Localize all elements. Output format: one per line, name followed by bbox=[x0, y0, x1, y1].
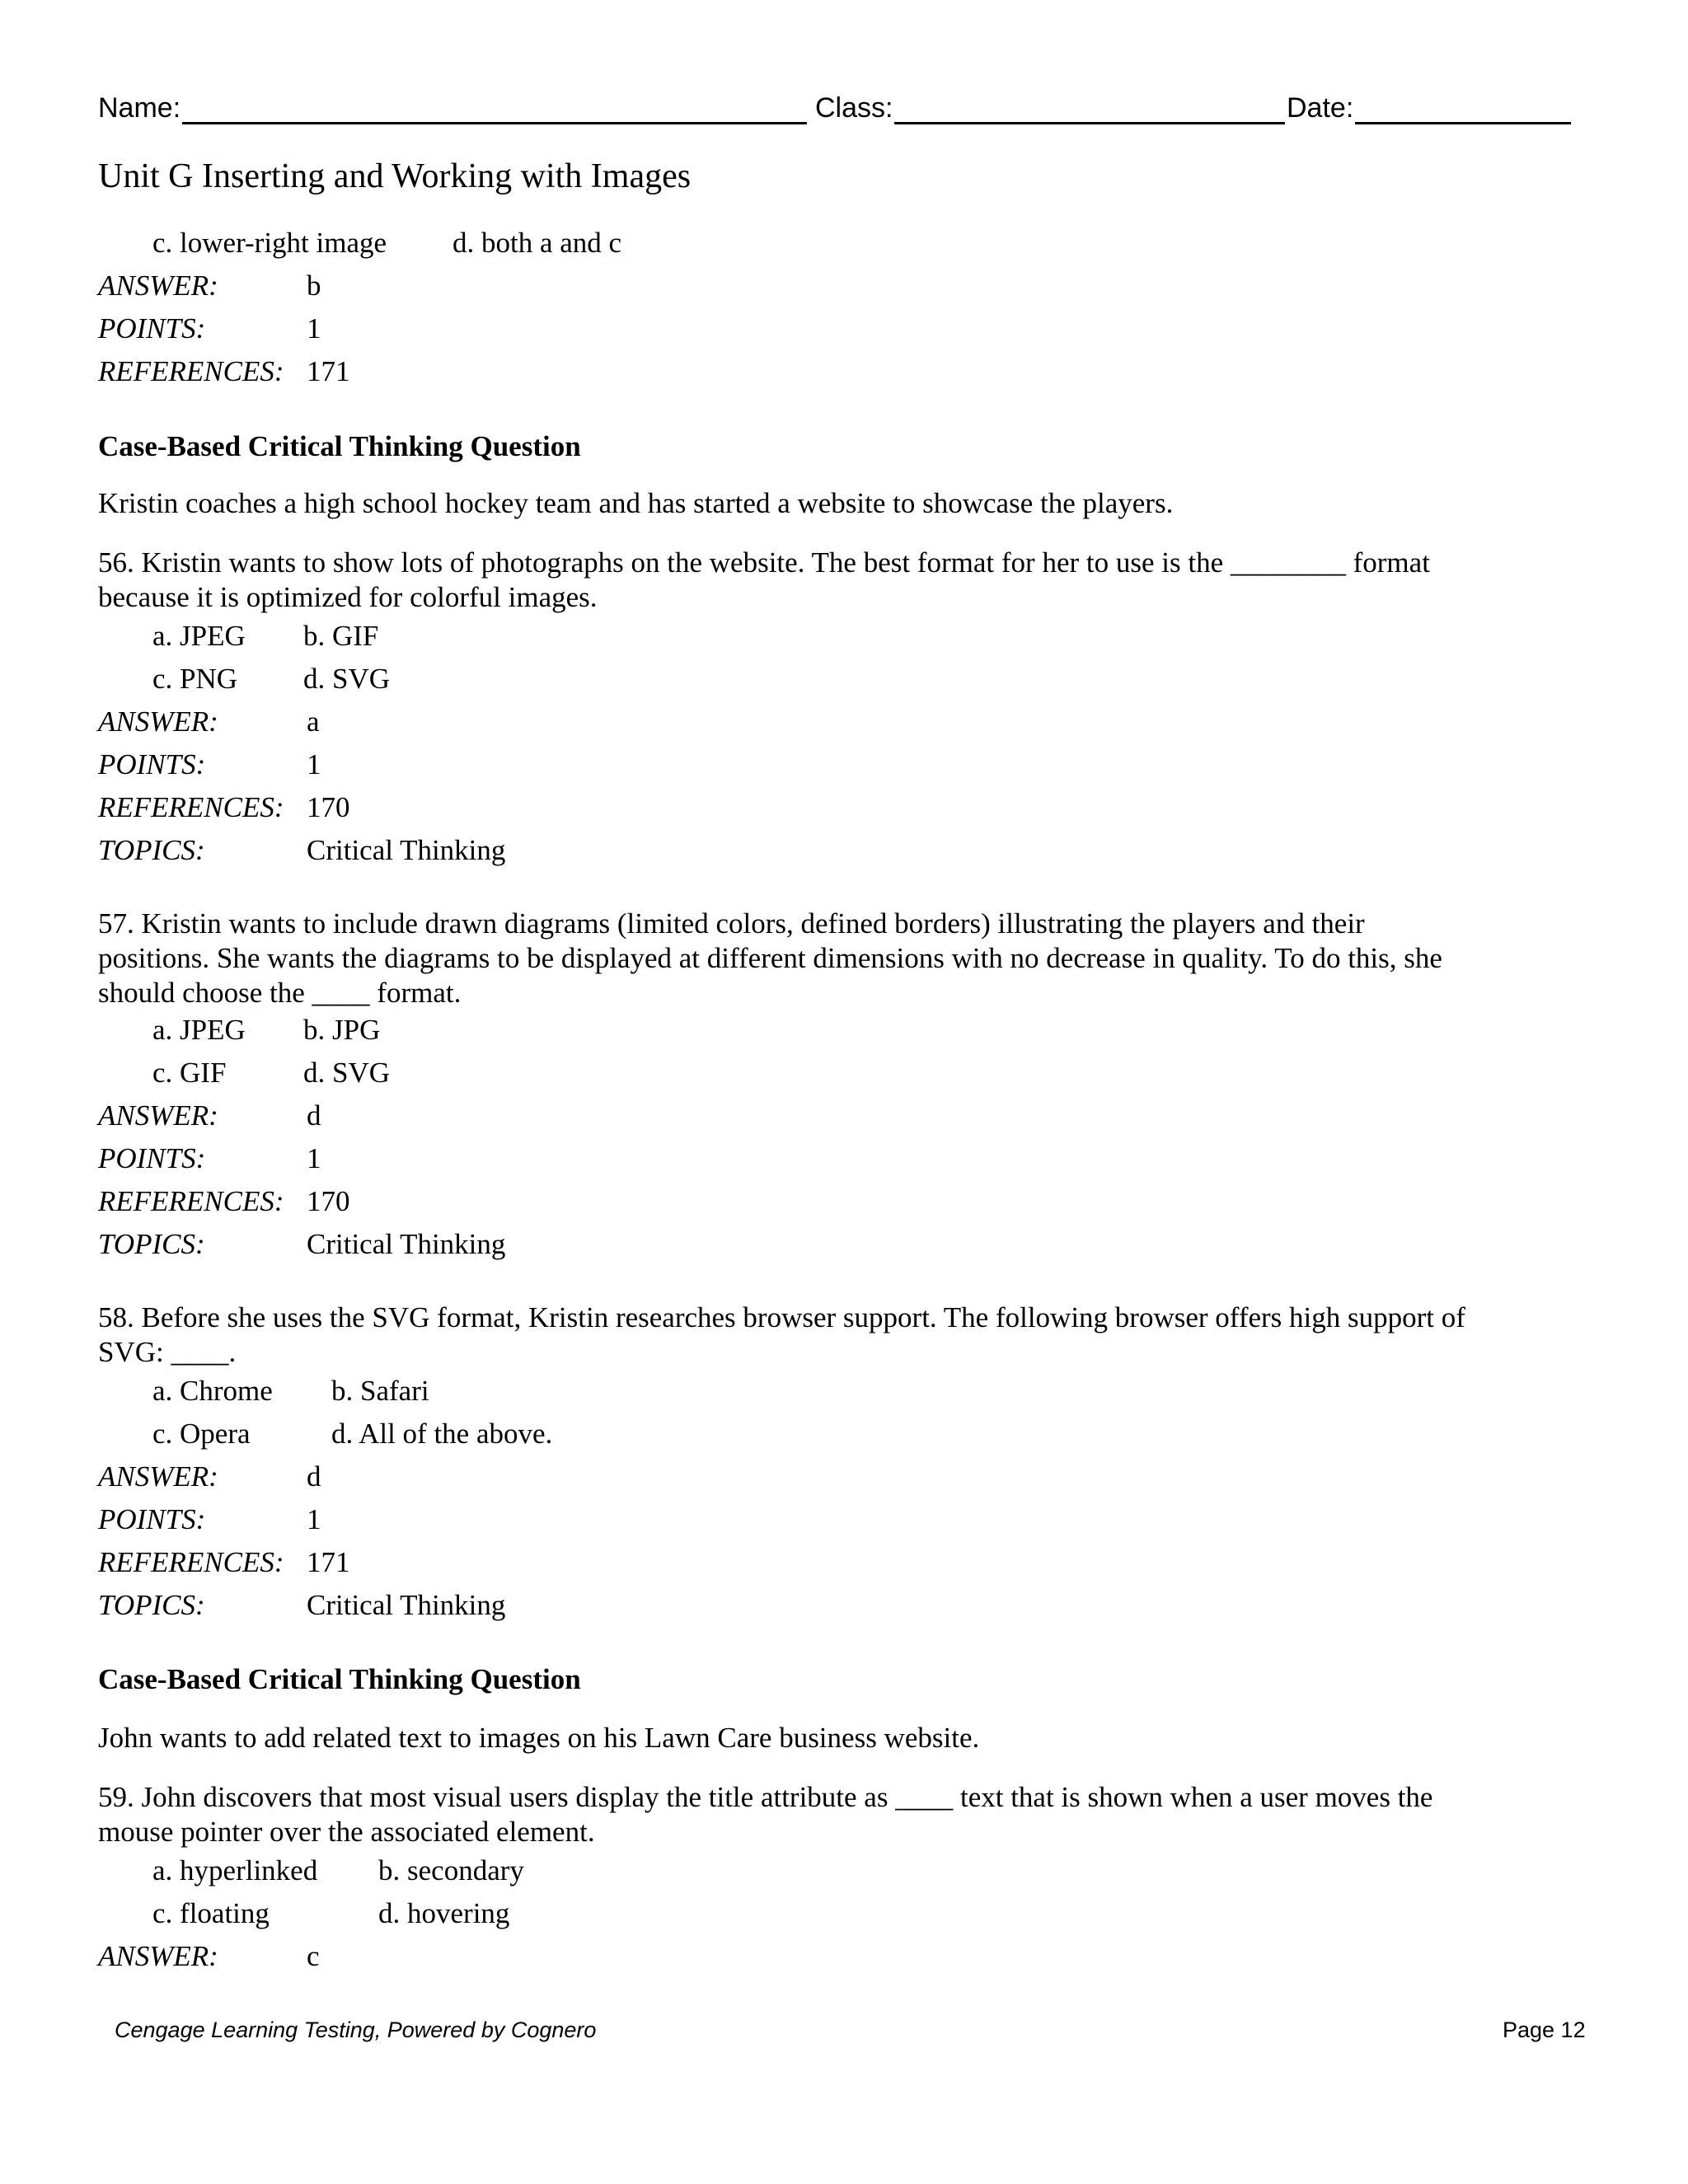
question-text-line: SVG: ____. bbox=[98, 1336, 237, 1368]
references-label: REFERENCES: bbox=[98, 1185, 284, 1217]
option-d: d. SVG bbox=[303, 663, 391, 695]
question-text-line: because it is optimized for colorful images. bbox=[98, 581, 598, 613]
references-value: 170 bbox=[307, 1185, 350, 1217]
class-label: Class: bbox=[815, 92, 893, 124]
answer-label: ANSWER: bbox=[98, 1460, 218, 1493]
answer-label: ANSWER: bbox=[98, 1940, 218, 1972]
class-field bbox=[815, 92, 1285, 124]
references-value: 170 bbox=[307, 791, 350, 823]
question-text-line: 56. Kristin wants to show lots of photographs on the website. The best format for her to use is the ________ format bbox=[98, 546, 1430, 579]
option-d: d. SVG bbox=[303, 1057, 391, 1089]
answer-label: ANSWER: bbox=[98, 705, 218, 738]
case-heading: Case-Based Critical Thinking Question bbox=[98, 430, 581, 462]
date-label: Date: bbox=[1287, 92, 1354, 124]
option-c: c. PNG bbox=[152, 663, 238, 695]
points-label: POINTS: bbox=[98, 312, 206, 344]
answer-label: ANSWER: bbox=[98, 269, 218, 302]
references-label: REFERENCES: bbox=[98, 355, 284, 387]
footer-credit: Cengage Learning Testing, Powered by Cognero bbox=[115, 2018, 597, 2042]
references-value: 171 bbox=[307, 1546, 350, 1578]
class-blank-line bbox=[894, 92, 1285, 124]
case-intro: John wants to add related text to images on his Lawn Care business website. bbox=[98, 1722, 980, 1754]
option-a: a. JPEG bbox=[152, 620, 246, 652]
case-intro: Kristin coaches a high school hockey team and has started a website to showcase the players. bbox=[98, 487, 1174, 519]
question-text-line: 58. Before she uses the SVG format, Kristin researches browser support. The following browser offers high support of bbox=[98, 1301, 1465, 1333]
case-heading: Case-Based Critical Thinking Question bbox=[98, 1663, 581, 1695]
topics-label: TOPICS: bbox=[98, 834, 205, 866]
question-text-line: mouse pointer over the associated element. bbox=[98, 1816, 595, 1848]
option-a: a. hyperlinked bbox=[152, 1854, 318, 1886]
option-b: b. GIF bbox=[303, 620, 379, 652]
topics-label: TOPICS: bbox=[98, 1228, 205, 1260]
answer-value: b bbox=[307, 269, 321, 302]
name-blank-line bbox=[182, 92, 807, 124]
references-value: 171 bbox=[307, 355, 350, 387]
topics-value: Critical Thinking bbox=[307, 1589, 506, 1621]
answer-value: a bbox=[307, 705, 320, 738]
points-label: POINTS: bbox=[98, 1503, 206, 1535]
topics-label: TOPICS: bbox=[98, 1589, 205, 1621]
option-c: c. Opera bbox=[152, 1418, 251, 1450]
topics-value: Critical Thinking bbox=[307, 834, 506, 866]
unit-title: Unit G Inserting and Working with Images bbox=[98, 157, 692, 195]
option-a: a. Chrome bbox=[152, 1375, 273, 1407]
option-b: b. Safari bbox=[331, 1375, 429, 1407]
option-c: c. lower-right image bbox=[152, 227, 387, 259]
page-number: Page 12 bbox=[1503, 2018, 1586, 2042]
option-d: d. both a and c bbox=[452, 227, 622, 259]
option-d: d. All of the above. bbox=[331, 1418, 553, 1450]
references-label: REFERENCES: bbox=[98, 791, 284, 823]
date-blank-line bbox=[1355, 92, 1571, 124]
option-b: b. JPG bbox=[303, 1014, 381, 1046]
option-d: d. hovering bbox=[378, 1897, 510, 1929]
question-text-line: should choose the ____ format. bbox=[98, 977, 462, 1009]
points-value: 1 bbox=[307, 1503, 321, 1535]
topics-value: Critical Thinking bbox=[307, 1228, 506, 1260]
option-c: c. GIF bbox=[152, 1057, 227, 1089]
option-a: a. JPEG bbox=[152, 1014, 246, 1046]
answer-label: ANSWER: bbox=[98, 1099, 218, 1132]
points-label: POINTS: bbox=[98, 1142, 206, 1174]
name-label: Name: bbox=[98, 92, 181, 124]
answer-value: c bbox=[307, 1940, 320, 1972]
question-text-line: positions. She wants the diagrams to be displayed at different dimensions with no decrease in quality. To do this, she bbox=[98, 942, 1442, 974]
header-row bbox=[98, 92, 1573, 134]
question-text-line: 59. John discovers that most visual users display the title attribute as ____ text that is shown when a user moves the bbox=[98, 1781, 1433, 1813]
points-label: POINTS: bbox=[98, 748, 206, 780]
date-field bbox=[1287, 92, 1571, 124]
points-value: 1 bbox=[307, 312, 321, 344]
question-text-line: 57. Kristin wants to include drawn diagrams (limited colors, defined borders) illustrating the players and their bbox=[98, 907, 1365, 940]
answer-value: d bbox=[307, 1099, 321, 1132]
answer-value: d bbox=[307, 1460, 321, 1493]
references-label: REFERENCES: bbox=[98, 1546, 284, 1578]
points-value: 1 bbox=[307, 1142, 321, 1174]
option-b: b. secondary bbox=[378, 1854, 524, 1886]
name-field bbox=[98, 92, 807, 124]
points-value: 1 bbox=[307, 748, 321, 780]
option-c: c. floating bbox=[152, 1897, 270, 1929]
